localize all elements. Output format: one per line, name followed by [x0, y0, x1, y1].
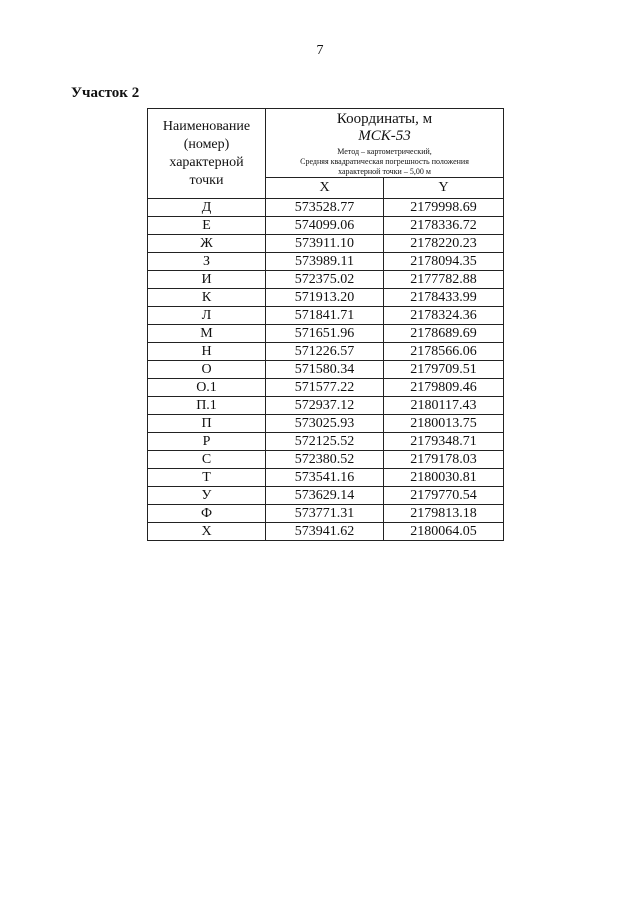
- table-row: [148, 523, 504, 541]
- point-name-cell: Ф: [148, 505, 266, 523]
- point-name-cell: Р: [148, 433, 266, 451]
- point-name-cell: И: [148, 271, 266, 289]
- table-row: [148, 505, 504, 523]
- x-coordinate-cell: 573989.11: [266, 253, 384, 271]
- x-coordinate-cell: 571651.96: [266, 325, 384, 343]
- x-coordinate-cell: 572125.52: [266, 433, 384, 451]
- point-name-cell: К: [148, 289, 266, 307]
- point-name-cell: Х: [148, 523, 266, 541]
- table-row: [148, 361, 504, 379]
- x-coordinate-cell: 572937.12: [266, 397, 384, 415]
- table-row: [148, 289, 504, 307]
- table-row: [148, 253, 504, 271]
- x-coordinate-cell: 571577.22: [266, 379, 384, 397]
- y-coordinate-cell: 2178336.72: [384, 217, 504, 235]
- y-coordinate-cell: 2179998.69: [384, 199, 504, 217]
- table-row: [148, 487, 504, 505]
- y-coordinate-cell: 2178094.35: [384, 253, 504, 271]
- y-coordinate-cell: 2180030.81: [384, 469, 504, 487]
- table-row: [148, 433, 504, 451]
- coordinates-header: [266, 109, 504, 178]
- y-coordinate-cell: 2179709.51: [384, 361, 504, 379]
- x-coordinate-cell: 572380.52: [266, 451, 384, 469]
- x-coordinate-cell: 574099.06: [266, 217, 384, 235]
- y-coordinate-cell: 2180013.75: [384, 415, 504, 433]
- point-name-cell: О: [148, 361, 266, 379]
- y-coordinate-cell: 2178433.99: [384, 289, 504, 307]
- method-note-line: характерной точки – 5,00 м: [338, 167, 431, 176]
- table-row: [148, 217, 504, 235]
- x-coordinate-cell: 573941.62: [266, 523, 384, 541]
- y-coordinate-cell: 2178220.23: [384, 235, 504, 253]
- y-coordinate-cell: 2179348.71: [384, 433, 504, 451]
- coordinates-title: Координаты, м: [336, 111, 433, 127]
- table-row: [148, 325, 504, 343]
- point-name-cell: У: [148, 487, 266, 505]
- method-note: [266, 147, 503, 177]
- point-name-header-line: (номер): [183, 136, 230, 152]
- y-coordinate-cell: 2179809.46: [384, 379, 504, 397]
- y-coordinate-cell: 2179813.18: [384, 505, 504, 523]
- point-name-header-line: Наименование: [162, 118, 251, 134]
- method-note-line: Средняя квадратическая погрешность положения: [300, 157, 469, 166]
- point-name-cell: Ж: [148, 235, 266, 253]
- y-coordinate-cell: 2178324.36: [384, 307, 504, 325]
- x-coordinate-cell: 573528.77: [266, 199, 384, 217]
- x-coordinate-cell: 571226.57: [266, 343, 384, 361]
- point-name-cell: С: [148, 451, 266, 469]
- point-name-cell: М: [148, 325, 266, 343]
- y-coordinate-cell: 2178689.69: [384, 325, 504, 343]
- y-coordinate-cell: 2178566.06: [384, 343, 504, 361]
- point-name-cell: З: [148, 253, 266, 271]
- x-coordinate-cell: 573541.16: [266, 469, 384, 487]
- y-coordinate-cell: 2179770.54: [384, 487, 504, 505]
- point-name-cell: Т: [148, 469, 266, 487]
- x-coordinate-cell: 571841.71: [266, 307, 384, 325]
- table-row: [148, 343, 504, 361]
- x-column-header: X: [266, 178, 384, 199]
- point-name-header: [148, 109, 266, 199]
- y-coordinate-cell: 2180117.43: [384, 397, 504, 415]
- table-row: [148, 307, 504, 325]
- section-title: Участок 2: [71, 85, 140, 101]
- x-coordinate-cell: 573911.10: [266, 235, 384, 253]
- point-name-cell: П: [148, 415, 266, 433]
- table-row: [148, 235, 504, 253]
- method-note-line: Метод – картометрический,: [337, 147, 432, 156]
- point-name-header-line: точки: [189, 172, 224, 188]
- y-coordinate-cell: 2180064.05: [384, 523, 504, 541]
- point-name-cell: Е: [148, 217, 266, 235]
- table-row: [148, 397, 504, 415]
- table-row: [148, 271, 504, 289]
- y-coordinate-cell: 2177782.88: [384, 271, 504, 289]
- table-row: [148, 469, 504, 487]
- x-coordinate-cell: 571580.34: [266, 361, 384, 379]
- coordinate-system: МСК-53: [358, 128, 411, 144]
- point-name-cell: Д: [148, 199, 266, 217]
- coordinates-body: [148, 199, 504, 541]
- point-name-cell: Л: [148, 307, 266, 325]
- y-coordinate-cell: 2179178.03: [384, 451, 504, 469]
- page-number: 7: [316, 43, 324, 58]
- x-coordinate-cell: 571913.20: [266, 289, 384, 307]
- point-name-cell: П.1: [148, 397, 266, 415]
- x-coordinate-cell: 573629.14: [266, 487, 384, 505]
- point-name-cell: Н: [148, 343, 266, 361]
- point-name-cell: О.1: [148, 379, 266, 397]
- table-row: [148, 415, 504, 433]
- coordinates-table: [147, 108, 504, 541]
- point-name-header-line: характерной: [169, 154, 244, 170]
- x-coordinate-cell: 572375.02: [266, 271, 384, 289]
- table-row: [148, 451, 504, 469]
- x-coordinate-cell: 573025.93: [266, 415, 384, 433]
- table-row: [148, 379, 504, 397]
- y-column-header: Y: [384, 178, 504, 199]
- x-coordinate-cell: 573771.31: [266, 505, 384, 523]
- table-row: [148, 199, 504, 217]
